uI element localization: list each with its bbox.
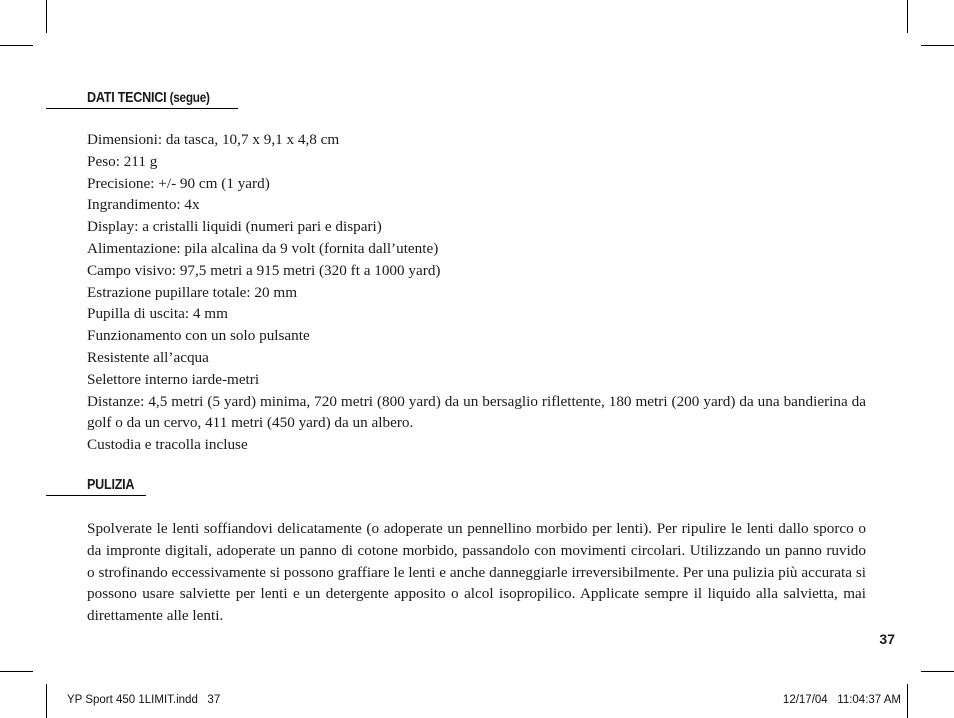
- section-title-technical-suffix: (segue): [169, 89, 210, 105]
- spec-item: Display: a cristalli liquidi (numeri pari e dispari): [87, 218, 382, 236]
- section-heading-technical: [46, 89, 238, 109]
- crop-mark-top-left-h: [0, 45, 33, 46]
- section-title-technical-text: DATI TECNICI: [87, 89, 167, 106]
- section-title-cleaning-text: PULIZIA: [87, 476, 135, 493]
- cleaning-paragraph: Spolverate le lenti soffiandovi delicatamente (o adoperate un pennellino morbido per lenti). Per ripulire le lenti dallo sporco o da impronte digitali, adoperate un panno di cotone morbido, passandolo con movimenti circolari. Utilizzando un panno ruvido o strofinando eccessivamente si possono graffiare le lenti e anche danneggiarle irreversibilmente. Per una pulizia più accurata si possono usare salviette per lenti e un detergente apposito o alcol isopropilico. Applicate sempre il liquido alla salvietta, mai direttamente alle lenti.: [87, 520, 866, 625]
- spec-item: Ingrandimento: 4x: [87, 196, 200, 214]
- crop-mark-bottom-left-h: [0, 671, 33, 672]
- spec-list: [87, 129, 866, 456]
- section-title-technical: [87, 89, 210, 106]
- spec-item: Custodia e tracolla incluse: [87, 436, 248, 454]
- section-heading-cleaning: [46, 476, 146, 496]
- crop-mark-bottom-right: [907, 684, 908, 718]
- section-title-cleaning: [87, 476, 134, 493]
- crop-mark-top-right-h: [921, 45, 954, 46]
- page-number: 37: [879, 631, 895, 647]
- spec-item: Campo visivo: 97,5 metri a 915 metri (320 ft a 1000 yard): [87, 261, 441, 279]
- spec-item: Estrazione pupillare totale: 20 mm: [87, 283, 298, 301]
- crop-mark-bottom-right-h: [921, 671, 954, 672]
- spec-item: Alimentazione: pila alcalina da 9 volt (fornita dall’utente): [87, 239, 439, 257]
- spec-item: Distanze: 4,5 metri (5 yard) minima, 720 metri (800 yard) da un bersaglio riflettente, 180 metri (200 yard) da una bandierina da golf o da un cervo, 411 metri (450 yard) da un albero.: [87, 392, 866, 432]
- spec-item: Peso: 211 g: [87, 152, 158, 170]
- spec-item: Selettore interno iarde-metri: [87, 370, 260, 388]
- crop-mark-top-left: [46, 0, 47, 33]
- heading-underline: [46, 108, 238, 110]
- spec-item: Pupilla di uscita: 4 mm: [87, 305, 228, 323]
- crop-mark-top-right: [907, 0, 908, 33]
- spec-item: Funzionamento con un solo pulsante: [87, 327, 310, 345]
- spec-item: Dimensioni: da tasca, 10,7 x 9,1 x 4,8 cm: [87, 131, 340, 148]
- spec-item: Precisione: +/- 90 cm (1 yard): [87, 174, 270, 192]
- slug-timestamp: 12/17/04 11:04:37 AM: [782, 694, 901, 706]
- heading-underline: [46, 495, 146, 497]
- spec-item: Resistente all’acqua: [87, 348, 209, 366]
- slug-file-name: YP Sport 450 1LIMIT.indd 37: [67, 694, 221, 706]
- crop-mark-bottom-left: [46, 684, 47, 718]
